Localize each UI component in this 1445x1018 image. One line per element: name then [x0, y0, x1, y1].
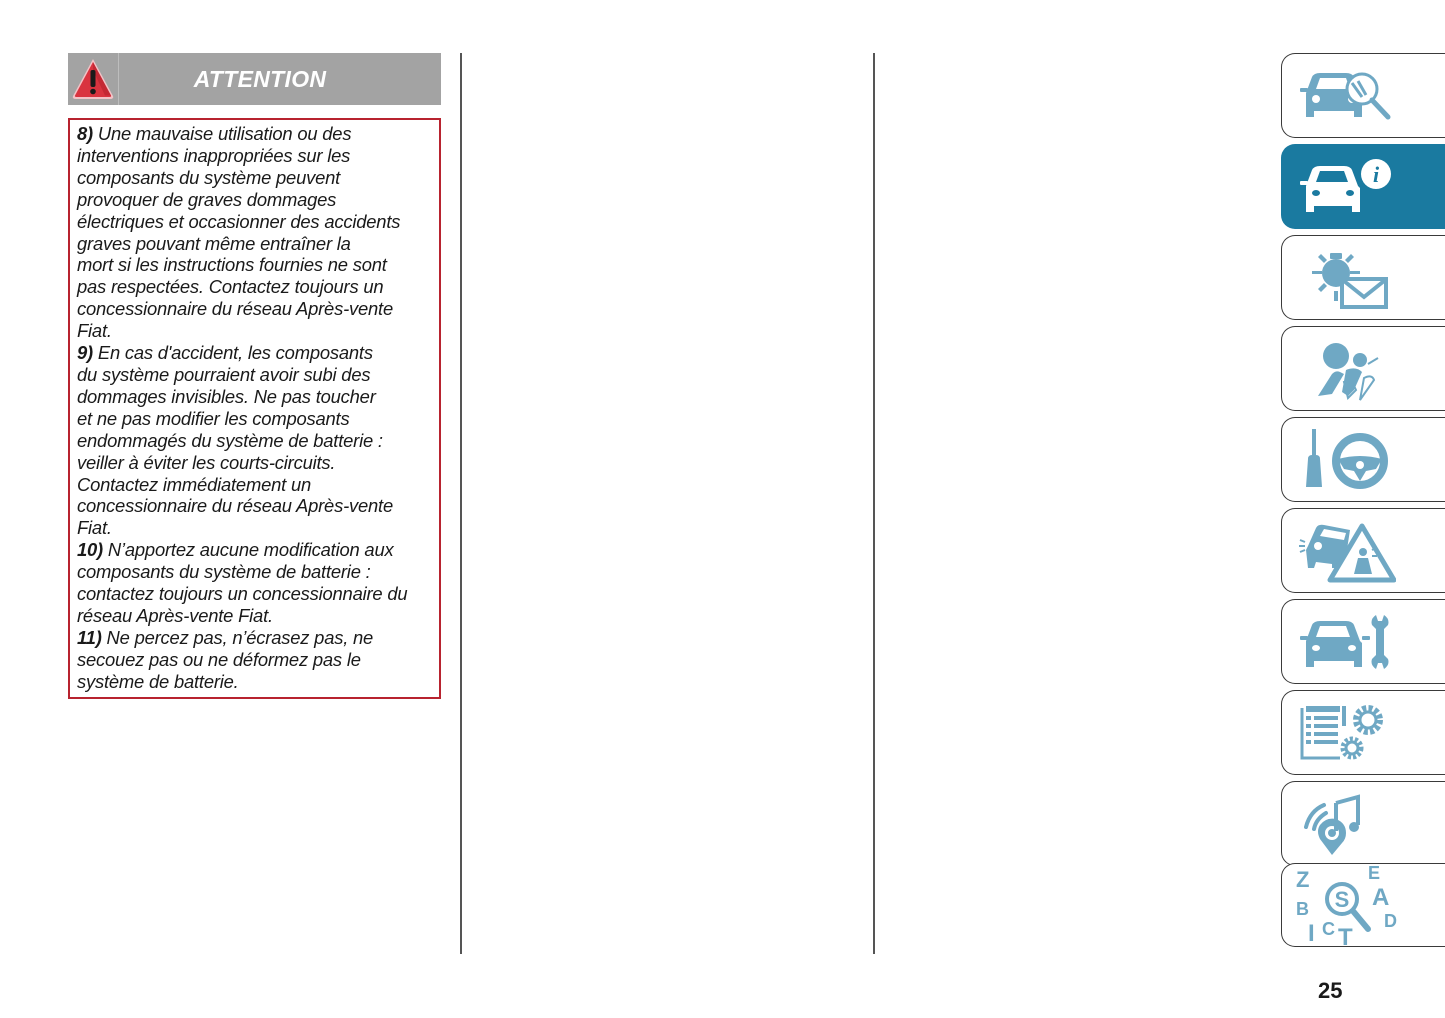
item-number: 10) [77, 539, 103, 561]
tab-emergency[interactable] [1281, 508, 1445, 593]
text-line: secouez pas ou ne déformez pas le [77, 648, 361, 670]
svg-text:Z: Z [1296, 867, 1310, 892]
text-line: système de batterie. [77, 670, 239, 692]
text-line: mort si les instructions fournies ne sont [77, 254, 387, 276]
text-line: Une mauvaise utilisation ou des [97, 123, 352, 144]
text-line: concessionnaire du réseau Après-vente [77, 495, 393, 517]
svg-text:D: D [1384, 911, 1397, 931]
warning-item-10 [77, 539, 439, 627]
text-line: dommages invisibles. Ne pas toucher [77, 385, 376, 407]
text-line: réseau Après-vente Fiat. [77, 604, 273, 626]
text-line: composants du système de batterie : [77, 561, 371, 583]
tab-maintenance[interactable] [1281, 599, 1445, 684]
svg-text:i: i [1372, 161, 1380, 187]
tab-multimedia[interactable] [1281, 781, 1445, 866]
warning-text [70, 120, 439, 693]
text-line: du système pourraient avoir subi des [77, 363, 371, 385]
text-line: interventions inappropriées sur les [77, 144, 351, 166]
multimedia-music-icon [1296, 789, 1396, 859]
text-line: Fiat. [77, 517, 112, 539]
tab-warning-lights[interactable] [1281, 235, 1445, 320]
warning-light-message-icon [1296, 243, 1396, 313]
text-line: contactez toujours un concessionnaire du [77, 583, 408, 605]
text-line: concessionnaire du réseau Après-vente [77, 298, 393, 320]
svg-text:B: B [1296, 899, 1309, 919]
warning-title: ATTENTION [193, 65, 327, 92]
tab-technical-data[interactable] [1281, 690, 1445, 775]
warning-item-11 [77, 627, 439, 693]
svg-text:A: A [1372, 884, 1390, 911]
tab-car-magnifier[interactable] [1281, 53, 1445, 138]
text-line: Contactez immédiatement un [77, 473, 311, 495]
item-number: 9) [77, 342, 93, 364]
car-emergency-triangle-icon [1296, 516, 1396, 586]
svg-text:T: T [1338, 924, 1353, 945]
alphabetical-index-icon [1296, 865, 1406, 945]
warning-header [68, 53, 441, 105]
text-line: graves pouvant même entraîner la [77, 232, 351, 254]
svg-text:I: I [1308, 920, 1315, 945]
text-line: composants du système peuvent [77, 166, 341, 188]
specs-gears-icon [1296, 698, 1396, 768]
car-magnifier-icon [1296, 61, 1396, 131]
tab-starting-driving[interactable] [1281, 417, 1445, 502]
warning-icon-cell [68, 53, 119, 105]
warning-item-8 [77, 123, 439, 342]
text-line: N’apportez aucune modification aux [107, 539, 394, 561]
svg-text:C: C [1322, 919, 1335, 939]
text-line: et ne pas modifier les composants [77, 407, 350, 429]
key-steering-wheel-icon [1296, 425, 1396, 495]
item-number: 8) [77, 123, 93, 144]
svg-text:E: E [1368, 865, 1381, 883]
page-number: 25 [1318, 978, 1343, 1003]
item-number: 11) [77, 626, 102, 648]
tab-safety[interactable] [1281, 326, 1445, 411]
tab-index[interactable] [1281, 863, 1445, 947]
text-line: Ne percez pas, n’écrasez pas, ne [106, 626, 374, 648]
text-line: pas respectées. Contactez toujours un [77, 276, 384, 298]
text-line: Fiat. [77, 320, 112, 342]
warning-item-9 [77, 342, 439, 539]
warning-triangle-icon [70, 56, 116, 102]
warning-box [68, 118, 441, 699]
text-line: endommagés du système de batterie : [77, 429, 383, 451]
airbag-seatbelt-icon [1296, 334, 1396, 404]
text-line: En cas d'accident, les composants [97, 342, 373, 364]
text-line: électriques et occasionner des accidents [77, 210, 401, 232]
column-divider [460, 53, 462, 954]
svg-text:S: S [1334, 887, 1350, 912]
car-info-icon [1296, 152, 1396, 222]
column-divider [873, 53, 875, 954]
text-line: veiller à éviter les courts-circuits. [77, 451, 336, 473]
tab-car-info[interactable] [1281, 144, 1445, 229]
car-wrench-icon [1296, 607, 1396, 677]
text-line: provoquer de graves dommages [77, 188, 337, 210]
